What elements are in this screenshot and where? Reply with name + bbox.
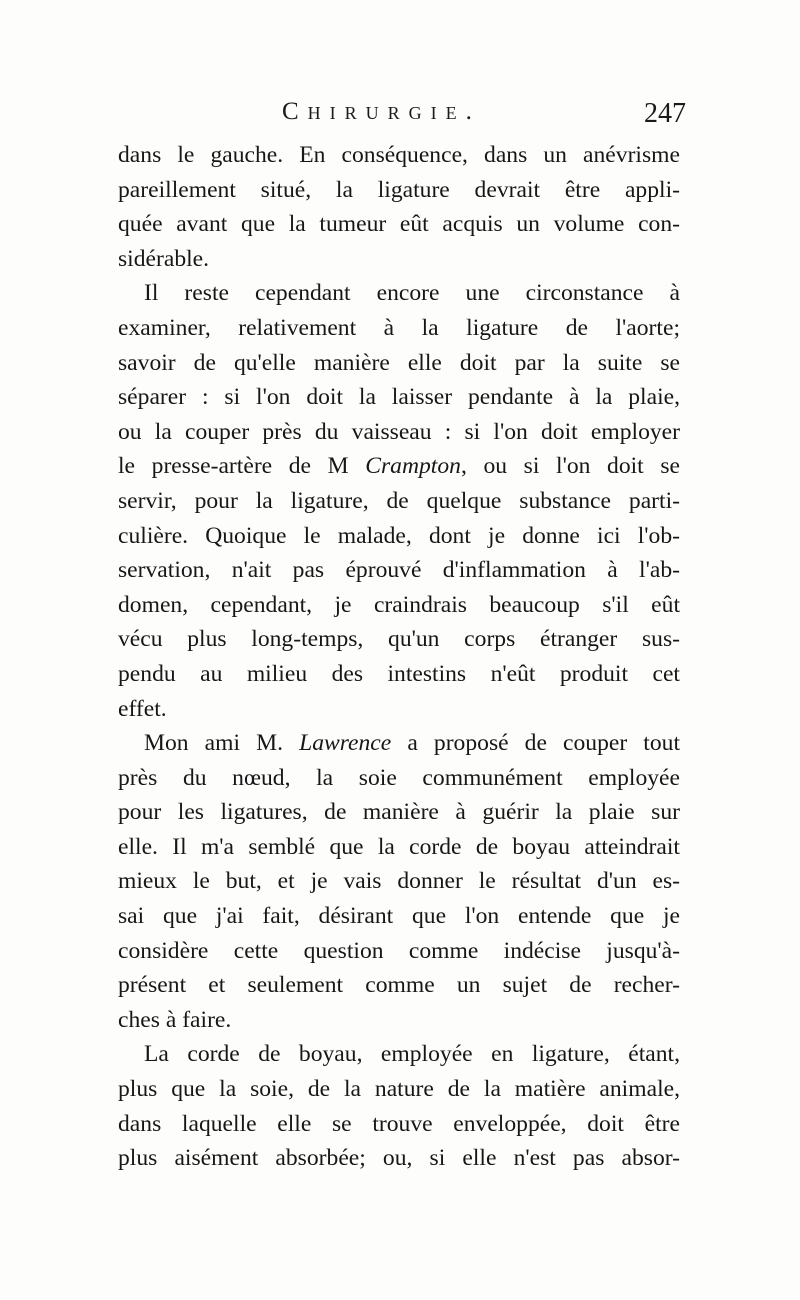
body-text [118, 138, 680, 1176]
text-line: sidérable. [118, 245, 210, 272]
text-line: ches à faire. [118, 1006, 232, 1033]
text-line: ou la couper près du vaisseau : si l'on doit employer [118, 418, 680, 445]
text-line: examiner, relativement à la ligature de l'aorte; [118, 314, 680, 341]
text-line: plus que la soie, de la nature de la matière animale, [118, 1076, 680, 1103]
text-line: pareillement situé, la ligature devrait être appli- [118, 176, 680, 203]
text-line: domen, cependant, je craindrais beaucoup s'il eût [118, 591, 680, 618]
text-line: pour les ligatures, de manière à guérir la plaie sur [118, 799, 680, 826]
text-line: elle. Il m'a semblé que la corde de boyau atteindrait [118, 833, 680, 860]
text-line: plus aisément absorbée; ou, si elle n'est pas absor- [118, 1145, 680, 1172]
text-line: servir, pour la ligature, de quelque substance parti- [118, 487, 680, 514]
text-line: pendu au milieu des intestins n'eût produit cet [118, 660, 680, 687]
person-name: Lawrence [299, 730, 392, 757]
text-line: vécu plus long-temps, qu'un corps étranger sus- [118, 626, 680, 653]
running-title: Chirurgie. [282, 98, 481, 125]
text-line [118, 726, 680, 761]
text-line: mieux le but, et je vais donner le résultat d'un es- [118, 868, 680, 895]
text-line: près du nœud, la soie communément employée [118, 764, 680, 791]
page-number: 247 [644, 98, 686, 129]
person-name: Crampton [365, 453, 461, 480]
text-line: sai que j'ai fait, désirant que l'on entende que je [118, 903, 680, 930]
text-line: quée avant que la tumeur eût acquis un volume con- [118, 211, 680, 238]
text-line: dans laquelle elle se trouve enveloppée, doit être [118, 1110, 680, 1137]
text-segment: a proposé de couper tout [391, 730, 681, 757]
text-line: servation, n'ait pas éprouvé d'inflammation à l'ab- [118, 557, 680, 584]
text-segment: , ou si l'on doit se [460, 453, 680, 480]
text-segment: le presse-artère de M [118, 453, 366, 480]
text-line [118, 449, 680, 484]
text-line: savoir de qu'elle manière elle doit par la suite se [118, 349, 680, 376]
text-line: Il reste cependant encore une circonstance à [144, 280, 680, 307]
running-head [108, 98, 688, 138]
text-line: dans le gauche. En conséquence, dans un anévrisme [118, 142, 680, 168]
text-segment: Mon ami M. [144, 730, 300, 757]
text-line: La corde de boyau, employée en ligature, étant, [144, 1041, 680, 1068]
text-line: considère cette question comme indécise jusqu'à- [118, 937, 680, 964]
text-line: effet. [118, 695, 167, 722]
text-line: séparer : si l'on doit la laisser pendante à la plaie, [118, 384, 680, 411]
text-line: culière. Quoique le malade, dont je donne ici l'ob- [118, 522, 680, 549]
text-line: présent et seulement comme un sujet de recher- [118, 972, 680, 999]
